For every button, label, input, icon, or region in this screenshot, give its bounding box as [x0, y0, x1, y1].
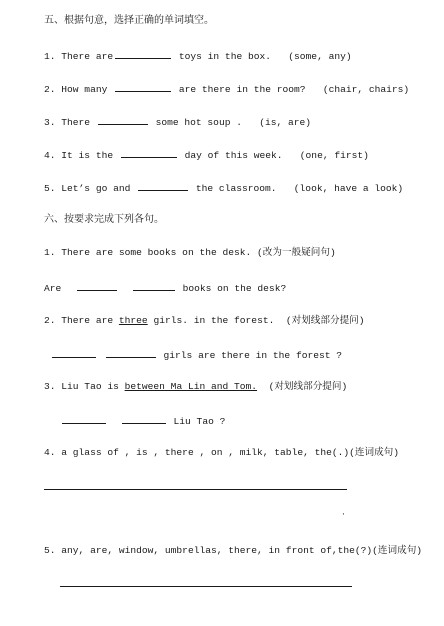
question-options: (some, any) [288, 51, 352, 62]
question-text-after: are there in the room? [178, 84, 306, 95]
question-text-after: the classroom. [195, 183, 277, 194]
question-6-4 [44, 446, 399, 460]
question-5-5 [44, 180, 403, 196]
answer-blank[interactable] [52, 347, 96, 358]
question-options: (chair, chairs) [322, 84, 410, 95]
question-instruction: (对划线部分提问) [268, 381, 348, 392]
answer-blank[interactable] [138, 180, 188, 191]
question-text-before: There are [61, 315, 114, 326]
question-5-2 [44, 81, 409, 97]
question-5-1 [44, 48, 352, 64]
question-6-5 [44, 544, 422, 558]
question-number: 2. [44, 315, 56, 326]
question-6-3 [44, 380, 347, 394]
question-text-after: day of this week. [184, 150, 283, 161]
question-text: There are some books on the desk. [61, 247, 252, 258]
question-number: 2. [44, 84, 56, 95]
question-text: any, are, window, umbrellas, there, in front of,the(?) [61, 545, 373, 556]
stray-dot: · [342, 510, 345, 520]
answer-blank[interactable] [121, 147, 177, 158]
answer-6-2 [50, 347, 342, 363]
section-six-heading: 六、按要求完成下列各句。 [44, 214, 164, 225]
question-instruction: (连词成句) [349, 447, 400, 458]
question-text-before: There are [61, 51, 114, 62]
question-instruction: (对划线部分提问) [285, 315, 365, 326]
question-text-after: girls. in the forest. [153, 315, 275, 326]
underlined-phrase: between Ma Lin and Tom. [124, 381, 258, 392]
question-options: (one, first) [299, 150, 369, 161]
answer-blank[interactable] [115, 48, 171, 59]
question-6-2 [44, 314, 365, 328]
question-number: 1. [44, 247, 56, 258]
answer-blank[interactable] [122, 413, 166, 424]
answer-end: girls are there in the forest ? [163, 350, 343, 361]
question-5-4 [44, 147, 369, 163]
question-text-before: Let’s go and [61, 183, 131, 194]
answer-blank[interactable] [115, 81, 171, 92]
question-options: (is, are) [259, 117, 312, 128]
answer-6-3 [60, 413, 225, 429]
answer-blank[interactable] [133, 280, 175, 291]
question-text-before: Liu Tao is [61, 381, 119, 392]
question-instruction: (连词成句) [372, 545, 423, 556]
answer-line-6-5[interactable] [60, 586, 352, 587]
question-text-before: It is the [61, 150, 114, 161]
question-number: 5. [44, 545, 56, 556]
question-number: 4. [44, 447, 56, 458]
question-number: 3. [44, 381, 56, 392]
question-text-after: some hot soup . [155, 117, 242, 128]
question-6-1 [44, 246, 336, 260]
question-text-before: How many [61, 84, 108, 95]
section-five-heading: 五、根据句意，选择正确的单词填空。 [44, 15, 214, 26]
question-number: 3. [44, 117, 56, 128]
answer-start: Are [44, 283, 62, 294]
answer-end: Liu Tao ? [173, 416, 226, 427]
underlined-phrase: three [118, 315, 148, 326]
answer-blank[interactable] [98, 114, 148, 125]
question-5-3 [44, 114, 311, 130]
question-text-after: toys in the box. [178, 51, 271, 62]
question-instruction: (改为一般疑问句) [257, 247, 336, 258]
answer-line-6-4[interactable] [44, 489, 347, 490]
answer-blank[interactable] [106, 347, 156, 358]
answer-6-1 [44, 280, 286, 296]
answer-end: books on the desk? [182, 283, 287, 294]
question-options: (look, have a look) [293, 183, 404, 194]
question-number: 5. [44, 183, 56, 194]
question-text-before: There [61, 117, 91, 128]
answer-blank[interactable] [62, 413, 106, 424]
answer-blank[interactable] [77, 280, 117, 291]
question-number: 4. [44, 150, 56, 161]
question-text: a glass of , is , there , on , milk, table, the(.) [61, 447, 350, 458]
question-number: 1. [44, 51, 56, 62]
